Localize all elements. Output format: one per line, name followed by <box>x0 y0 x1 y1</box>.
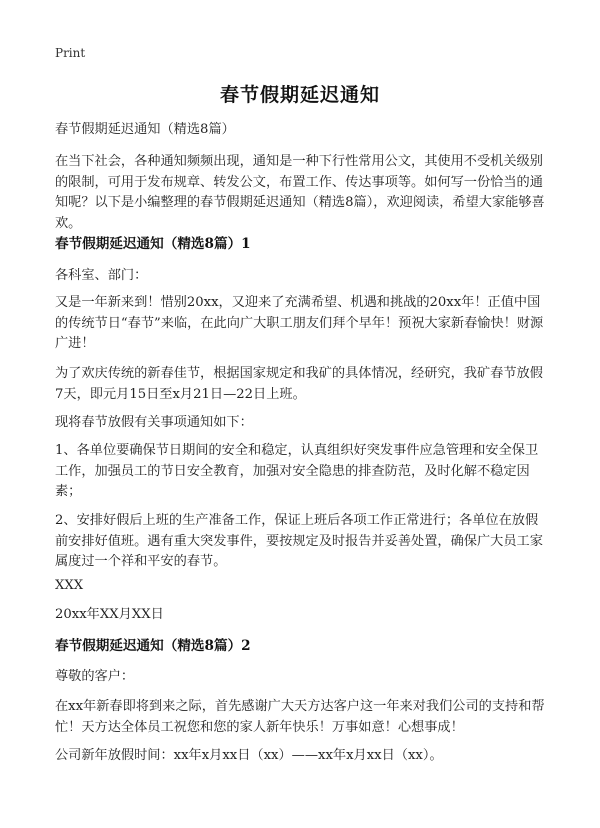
page-title: 春节假期延迟通知 <box>219 84 380 106</box>
section-2-salutation: 尊敬的客户： <box>55 669 135 684</box>
intro-paragraph: 在当下社会，各种通知频频出现，通知是一种下行性常用公文，其使用不受机关级别的限制，可用于发布规章、转发公文，布置工作、传达事项等。如何写一份恰当的通知呢？以下是小编整理的春节假期延迟通知（精选8篇），欢迎阅读，希望大家能够喜欢。 <box>55 154 545 231</box>
section-1-heading: 春节假期延迟通知（精选8篇）1 <box>55 236 251 252</box>
section-1-paragraph-1: 又是一年新来到！惜别20xx，又迎来了充满希望、机遇和挑战的20xx年！正值中国的传统节日“春节”来临，在此向广大职工朋友们拜个早年！预祝大家新春愉快！财源广进！ <box>55 295 544 351</box>
section-2-paragraph-1: 在xx年新春即将到来之际，首先感谢广大天方达客户这一年来对我们公司的支持和帮忙！天方达全体员工祝您和您的家人新年快乐！万事如意！心想事成！ <box>55 699 545 735</box>
section-1-salutation: 各科室、部门： <box>55 268 148 283</box>
section-1-item-1: 1、各单位要确保节日期间的安全和稳定，认真组织好突发事件应急管理和安全保卫工作，加强员工的节日安全教育，加强对安全隐患的排查防范，及时化解不稳定因素； <box>55 443 539 499</box>
section-1-item-2: 2、安排好假后上班的生产准备工作，保证上班后各项工作正常进行；各单位在放假前安排好值班。遇有重大突发事件，要按规定及时报告并妥善处置，确保广大员工家属度过一个祥和平安的春节。 <box>55 513 543 569</box>
section-2-heading: 春节假期延迟通知（精选8篇）2 <box>55 638 251 654</box>
section-2-paragraph-2: 公司新年放假时间：xx年x月xx日（xx）——xx年x月xx日（xx）。 <box>55 748 443 763</box>
section-1-signer: XXX <box>55 578 84 593</box>
section-1-paragraph-3: 现将春节放假有关事项通知如下： <box>55 415 253 430</box>
section-1-date: 20xx年XX月XX日 <box>55 607 164 622</box>
print-link[interactable]: Print <box>55 46 86 60</box>
subtitle: 春节假期延迟通知（精选8篇） <box>55 122 235 137</box>
section-1-paragraph-2: 为了欢庆传统的新春佳节，根据国家规定和我矿的具体情况，经研究，我矿春节放假7天，即元月15日至x月21日—22日上班。 <box>55 366 543 402</box>
